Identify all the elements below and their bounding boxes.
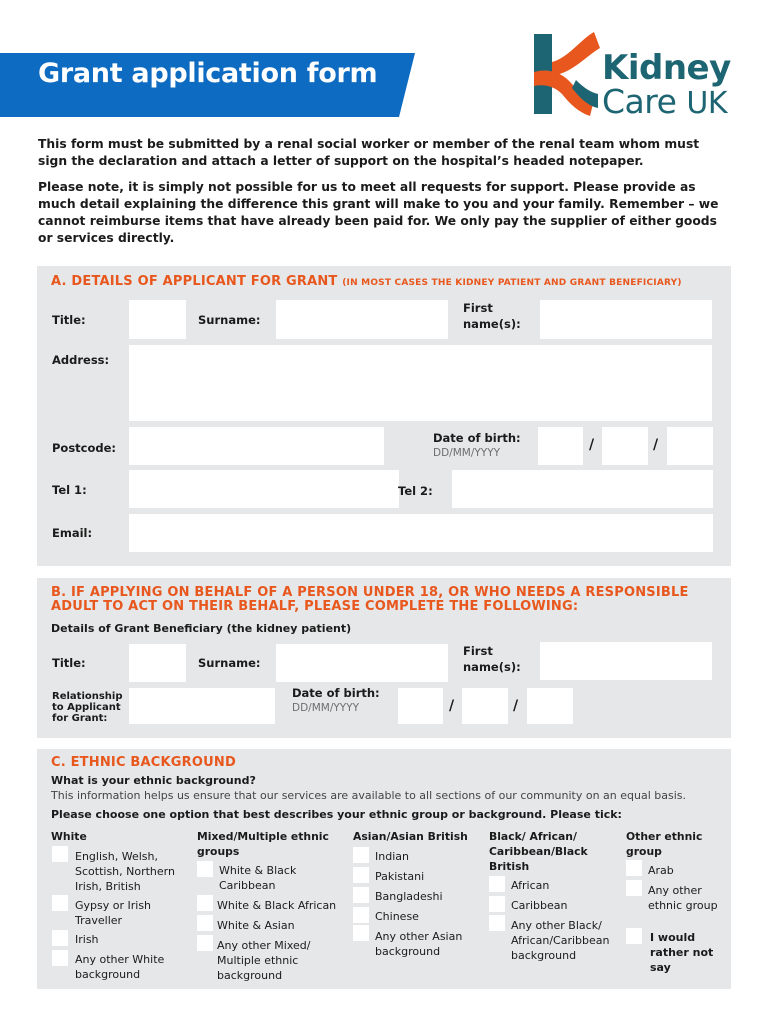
a-tel1-label: Tel 1: [52, 483, 87, 497]
a-postcode-input[interactable] [129, 427, 384, 465]
c-other-option-1: Arab [648, 864, 674, 877]
c-asian-option-3-checkbox[interactable] [353, 887, 369, 903]
a-email-input[interactable] [129, 514, 713, 552]
c-asian-option-1-checkbox[interactable] [353, 847, 369, 863]
b-surname-input[interactable] [276, 644, 448, 682]
c-white-option-3-checkbox[interactable] [52, 930, 68, 946]
c-question: What is your ethnic background? [51, 774, 256, 787]
b-subheading: Details of Grant Beneficiary (the kidney patient) [51, 622, 352, 635]
section-a-title-text: A. DETAILS OF APPLICANT FOR GRANT [51, 274, 338, 289]
c-white-option-2-checkbox[interactable] [52, 895, 68, 911]
c-asian-option-5: Any other Asian background [375, 930, 463, 958]
kidney-logo-icon [528, 28, 608, 120]
b-first-names-label [463, 643, 521, 675]
c-info: This information helps us ensure that our services are available to all sections of our community on an equal basis. [51, 789, 687, 802]
b-dob-year-input[interactable] [527, 688, 573, 724]
a-first-label-line1: First [463, 301, 493, 315]
a-title-label: Title: [52, 313, 86, 327]
c-mixed-option-2-checkbox[interactable] [197, 895, 213, 911]
c-black-title: Black/ African/ Caribbean/Black British [489, 830, 588, 873]
a-surname-label: Surname: [198, 313, 261, 327]
c-asian-option-2: Pakistani [375, 870, 425, 883]
c-black-option-3-checkbox[interactable] [489, 915, 505, 931]
c-white-option-3: Irish [75, 933, 99, 946]
b-dob-label: Date of birth: [292, 686, 380, 700]
section-b-panel [37, 578, 731, 738]
c-white-option-4: Any other White background [75, 953, 165, 981]
a-first-label-line2: name(s): [463, 317, 521, 331]
a-postcode-label: Postcode: [52, 441, 117, 455]
logo-text-care-word: Care [602, 82, 677, 121]
c-other-option-3: I would rather not say [650, 931, 714, 974]
b-title-input[interactable] [129, 644, 186, 682]
c-other-option-2: Any other ethnic group [648, 884, 718, 912]
section-b-title-line2: ADULT TO ACT ON THEIR BEHALF, PLEASE COMPLETE THE FOLLOWING: [51, 599, 579, 614]
c-mixed-option-1: White & Black Caribbean [219, 864, 297, 892]
section-c-title: C. ETHNIC BACKGROUND [51, 755, 236, 770]
b-dob-month-input[interactable] [462, 688, 508, 724]
b-relationship-line3: for Grant: [52, 713, 108, 724]
b-relationship-line2: to Applicant [52, 702, 121, 713]
a-dob-year-input[interactable] [667, 427, 713, 465]
c-other-title: Other ethnic group [626, 830, 703, 858]
c-instruction: Please choose one option that best describes your ethnic group or background. Please tick: [51, 808, 622, 821]
section-b-title-line1: B. IF APPLYING ON BEHALF OF A PERSON UNDER 18, OR WHO NEEDS A RESPONSIBLE [51, 585, 689, 600]
a-first-names-label [463, 300, 521, 332]
section-c-panel [37, 749, 731, 989]
b-title-label: Title: [52, 656, 86, 670]
c-mixed-option-3: White & Asian [217, 919, 295, 932]
b-surname-label: Surname: [198, 656, 261, 670]
section-a-title [51, 274, 682, 289]
c-white-option-1-checkbox[interactable] [52, 846, 68, 862]
a-title-input[interactable] [129, 300, 186, 339]
c-white-title: White [51, 830, 87, 843]
c-mixed-option-4: Any other Mixed/ Multiple ethnic background [217, 939, 311, 982]
intro-paragraph-1: This form must be submitted by a renal social worker or member of the renal team whom must sign the declaration and attach a letter of support on the hospital’s headed notepaper. [38, 137, 700, 168]
c-asian-option-4-checkbox[interactable] [353, 907, 369, 923]
logo-text-kidney: Kidney [602, 48, 731, 88]
c-asian-option-2-checkbox[interactable] [353, 867, 369, 883]
a-dob-day-input[interactable] [538, 427, 583, 465]
a-surname-input[interactable] [276, 300, 448, 339]
a-email-label: Email: [52, 526, 93, 540]
c-black-option-3: Any other Black/ African/Caribbean background [511, 919, 610, 962]
b-dob-day-input[interactable] [398, 688, 443, 724]
c-white-option-4-checkbox[interactable] [52, 950, 68, 966]
section-a-title-note: (IN MOST CASES THE KIDNEY PATIENT AND GRANT BENEFICIARY) [342, 278, 682, 288]
b-first-names-input[interactable] [540, 642, 712, 680]
c-white-option-2: Gypsy or Irish Traveller [75, 899, 152, 927]
c-other-option-3-checkbox[interactable] [626, 928, 642, 944]
c-asian-option-5-checkbox[interactable] [353, 925, 369, 941]
c-mixed-title: Mixed/Multiple ethnic groups [197, 830, 329, 858]
c-mixed-option-1-checkbox[interactable] [197, 861, 213, 877]
logo-text-uk: UK [686, 86, 728, 121]
b-first-label-line2: name(s): [463, 660, 521, 674]
c-black-option-1-checkbox[interactable] [489, 876, 505, 892]
page-title: Grant application form [38, 58, 378, 89]
a-tel1-input[interactable] [129, 470, 399, 508]
c-black-option-1: African [511, 879, 550, 892]
c-asian-title: Asian/Asian British [353, 830, 468, 843]
a-first-names-input[interactable] [540, 300, 712, 339]
a-dob-month-input[interactable] [602, 427, 648, 465]
a-dob-slash-2: / [653, 437, 659, 453]
a-dob-slash-1: / [589, 437, 595, 453]
a-dob-hint: DD/MM/YYYY [433, 447, 501, 459]
b-dob-hint: DD/MM/YYYY [292, 702, 360, 714]
c-mixed-option-2: White & Black African [217, 899, 337, 912]
c-other-option-1-checkbox[interactable] [626, 860, 642, 876]
b-dob-slash-1: / [449, 698, 455, 714]
b-dob-slash-2: / [513, 698, 519, 714]
c-other-option-2-checkbox[interactable] [626, 880, 642, 896]
a-dob-label: Date of birth: [433, 431, 521, 445]
c-asian-option-1: Indian [375, 850, 409, 863]
a-tel2-label: Tel 2: [398, 484, 433, 498]
intro-paragraph-2: Please note, it is simply not possible for us to meet all requests for support. Please provide as much detail explaining the difference this grant will make to you and your family. Remember – we cannot reimburse items that have already been paid for. We only pay the supplier of either goods or services directly. [38, 180, 719, 245]
c-mixed-option-4-checkbox[interactable] [197, 935, 213, 951]
a-tel2-input[interactable] [452, 470, 713, 508]
c-asian-option-3: Bangladeshi [375, 890, 443, 903]
section-a-panel [37, 266, 731, 566]
logo-text-care [602, 82, 727, 121]
section-b-title [51, 586, 689, 614]
a-address-input[interactable] [129, 345, 712, 421]
c-black-option-2-checkbox[interactable] [489, 896, 505, 912]
c-asian-option-4: Chinese [375, 910, 419, 923]
a-address-label: Address: [52, 353, 110, 367]
b-first-label-line1: First [463, 644, 493, 658]
c-white-option-1: English, Welsh, Scottish, Northern Irish, British [75, 850, 175, 893]
b-relationship-input[interactable] [129, 688, 275, 724]
b-relationship-label [52, 691, 123, 724]
c-mixed-option-3-checkbox[interactable] [197, 915, 213, 931]
c-black-option-2: Caribbean [511, 899, 568, 912]
b-relationship-line1: Relationship [52, 691, 123, 702]
